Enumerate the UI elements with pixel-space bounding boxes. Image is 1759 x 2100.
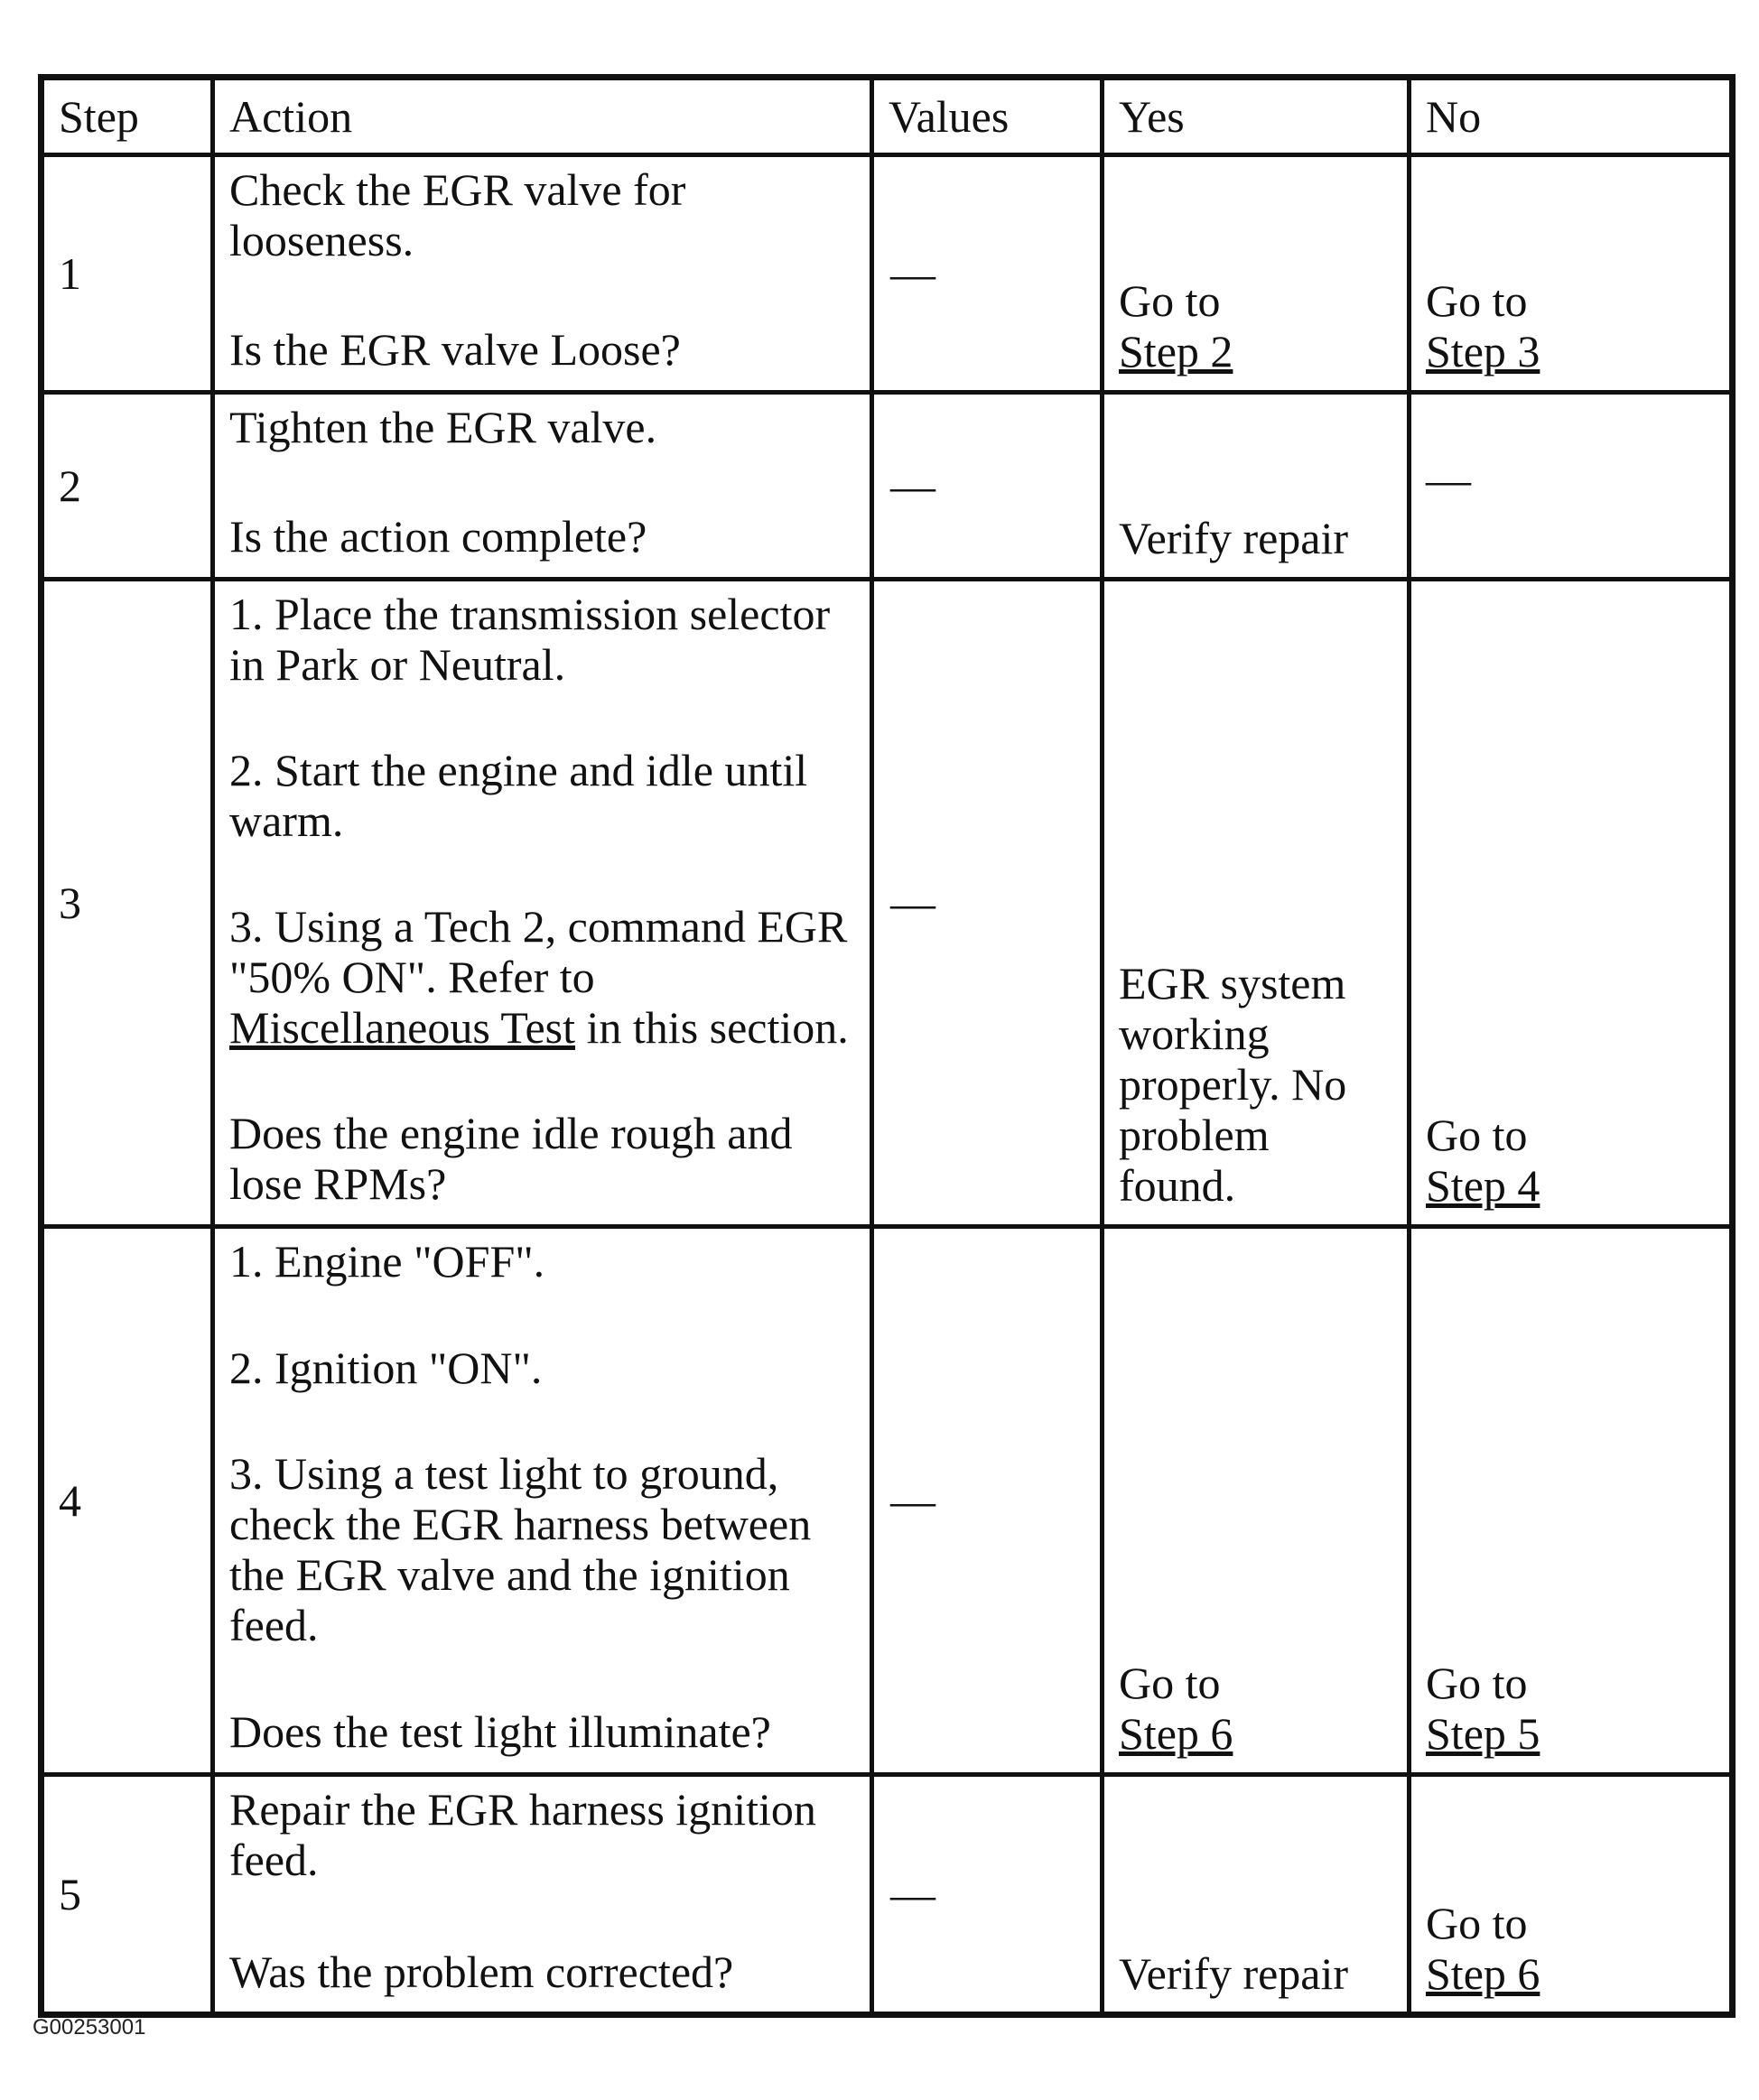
- table-row: [42, 155, 1733, 393]
- action-paragraph: 2. Start the engine and idle until warm.: [229, 745, 808, 846]
- action-cell: [213, 1775, 872, 2015]
- values-dash: —: [890, 248, 935, 299]
- action-paragraph: Repair the EGR harness ignition feed.: [229, 1784, 816, 1885]
- header-action: Action: [213, 78, 872, 155]
- step-number: 5: [42, 1775, 213, 2015]
- action-paragraph: Check the EGR valve for looseness.: [229, 164, 686, 265]
- diagnostic-table: [38, 74, 1736, 2018]
- header-step: Step: [42, 78, 213, 155]
- action-paragraph: Is the action complete?: [229, 511, 647, 562]
- action-paragraph: Is the EGR valve Loose?: [229, 324, 681, 375]
- values-cell: [872, 155, 1103, 393]
- action-text: in this section.: [575, 1002, 849, 1053]
- yes-text: Verify repair: [1119, 1948, 1349, 1999]
- no-cell: [1410, 1775, 1733, 2015]
- no-prefix: Go to: [1426, 1658, 1528, 1708]
- yes-prefix: Go to: [1119, 1658, 1221, 1708]
- no-cell: [1410, 1227, 1733, 1775]
- no-link[interactable]: Step 6: [1426, 1948, 1540, 1999]
- yes-cell: [1103, 1227, 1410, 1775]
- header-no: No: [1410, 78, 1733, 155]
- no-link[interactable]: Step 5: [1426, 1708, 1540, 1759]
- yes-cell: [1103, 393, 1410, 580]
- yes-cell: [1103, 155, 1410, 393]
- no-link[interactable]: Step 3: [1426, 326, 1540, 376]
- action-paragraph: 1. Engine "OFF".: [229, 1236, 545, 1287]
- action-paragraph: 1. Place the transmission selector in Park or Neutral.: [229, 589, 831, 690]
- step-number: 1: [42, 155, 213, 393]
- values-cell: [872, 1775, 1103, 2015]
- action-paragraph: Does the test light illuminate?: [229, 1705, 771, 1757]
- values-dash: —: [890, 460, 935, 511]
- yes-cell: [1103, 1775, 1410, 2015]
- step-number: 4: [42, 1227, 213, 1775]
- action-paragraph: [229, 901, 857, 1053]
- miscellaneous-test-link[interactable]: Miscellaneous Test: [229, 1002, 576, 1053]
- yes-link[interactable]: Step 6: [1119, 1708, 1233, 1759]
- no-link[interactable]: Step 4: [1426, 1160, 1540, 1211]
- values-dash: —: [890, 878, 935, 928]
- yes-text: EGR system working properly. No problem found.: [1119, 958, 1347, 1211]
- table-row: [42, 393, 1733, 580]
- action-cell: [213, 1227, 872, 1775]
- yes-text: Verify repair: [1119, 513, 1349, 563]
- action-paragraph: Does the engine idle rough and lose RPMs?: [229, 1108, 793, 1209]
- action-paragraph: 3. Using a test light to ground, check the EGR harness between the EGR valve and the ignition feed.: [229, 1448, 812, 1651]
- no-cell: [1410, 580, 1733, 1227]
- step-number: 3: [42, 580, 213, 1227]
- action-cell: [213, 155, 872, 393]
- values-cell: [872, 1227, 1103, 1775]
- action-paragraph: 2. Ignition "ON".: [229, 1342, 543, 1393]
- step-number: 2: [42, 393, 213, 580]
- no-prefix: Go to: [1426, 1110, 1528, 1160]
- header-values: Values: [872, 78, 1103, 155]
- action-paragraph: Tighten the EGR valve.: [229, 402, 657, 452]
- header-row: [42, 78, 1733, 155]
- values-dash: —: [890, 1475, 935, 1526]
- table-row: [42, 580, 1733, 1227]
- yes-cell: [1103, 580, 1410, 1227]
- table-row: [42, 1775, 1733, 2015]
- action-text: 3. Using a Tech 2, command EGR "50% ON". Refer to: [229, 901, 848, 1002]
- values-cell: [872, 393, 1103, 580]
- action-paragraph: Was the problem corrected?: [229, 1947, 734, 1997]
- no-prefix: Go to: [1426, 275, 1528, 326]
- values-dash: —: [890, 1869, 935, 1919]
- figure-id: G00253001: [33, 2015, 146, 2040]
- no-cell: [1410, 393, 1733, 580]
- action-cell: [213, 393, 872, 580]
- no-cell: [1410, 155, 1733, 393]
- table-row: [42, 1227, 1733, 1775]
- yes-link[interactable]: Step 2: [1119, 326, 1233, 376]
- yes-prefix: Go to: [1119, 275, 1221, 326]
- no-text: —: [1426, 453, 1471, 505]
- action-cell: [213, 580, 872, 1227]
- header-yes: Yes: [1103, 78, 1410, 155]
- no-prefix: Go to: [1426, 1898, 1528, 1948]
- values-cell: [872, 580, 1103, 1227]
